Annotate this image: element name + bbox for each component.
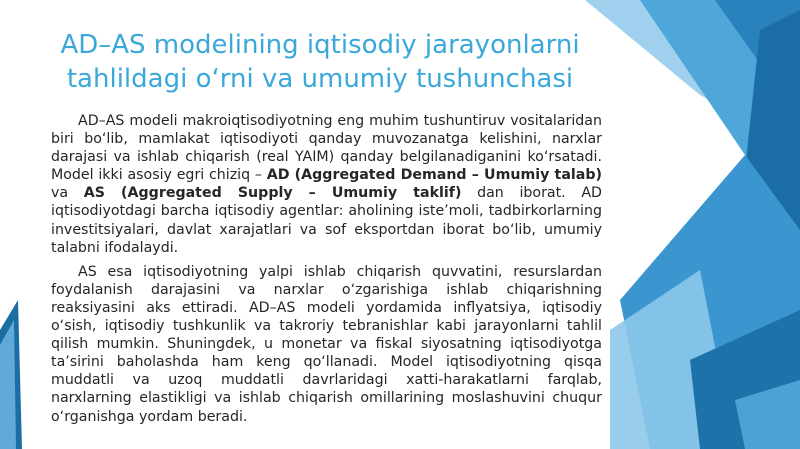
- body-paragraph-2: [51, 263, 602, 426]
- slide-title: AD–AS modelining iqtisodiy jarayonlarni tahlildagi o‘rni va umumiy tushunchasi: [60, 30, 580, 94]
- slide-body: [51, 112, 602, 432]
- paragraph-2-text: AS esa iqtisodiyotning yalpi ishlab chiqarish quvvatini, resurslardan foydalanish darajasini va narxlar o‘zgarishiga ishlab chiqarishning reaksiyasini aks ettiradi. AD–AS modeli yordamida inflyatsiya, iqtisodiy o‘sish, iqtisodiy tushkunlik va takroriy tebranishlar kabi jarayonlarni tahlil qilish mumkin. Shuningdek, u monetar va fiskal siyosatning iqtisodiyotga ta’sirini baholashda ham keng qo‘llanadi. Model iqtisodiyotning qisqa muddatli va uzoq muddatli davrlaridagi xatti-harakatlarni farqlab, narxlarning elastikligi va ishlab chiqarish omillarining moslashuvini chuqur o‘rganishga yordam beradi.: [51, 263, 602, 425]
- paragraph-1-ending: dan iborat. AD iqtisodiyotdagi barcha iqtisodiy agentlar: aholining iste’moli, tadbirkorlarning investitsiyalari, davlat xarajatlari va sof eksportdan iborat bo‘lib, umumiy talabni ifodalaydi.: [51, 185, 602, 256]
- ad-term: AD (Aggregated Demand – Umumiy talab): [266, 167, 602, 184]
- as-term: AS (Aggregated Supply – Umumiy taklif): [83, 185, 462, 202]
- paragraph-1-connector: va: [51, 185, 84, 202]
- body-paragraph-1: [51, 112, 602, 257]
- paragraph-1-text: AD–AS modeli makroiqtisodiyotning eng muhim tushuntiruv vositalaridan biri bo‘lib, mamlakat iqtisodiyoti qanday muvozanatga kelishini, narxlar darajasi va ishlab chiqarish (real YAIM) qanday belgilanadiganini ko‘rsatadi. Model ikki asosiy egri chiziq –: [51, 113, 602, 184]
